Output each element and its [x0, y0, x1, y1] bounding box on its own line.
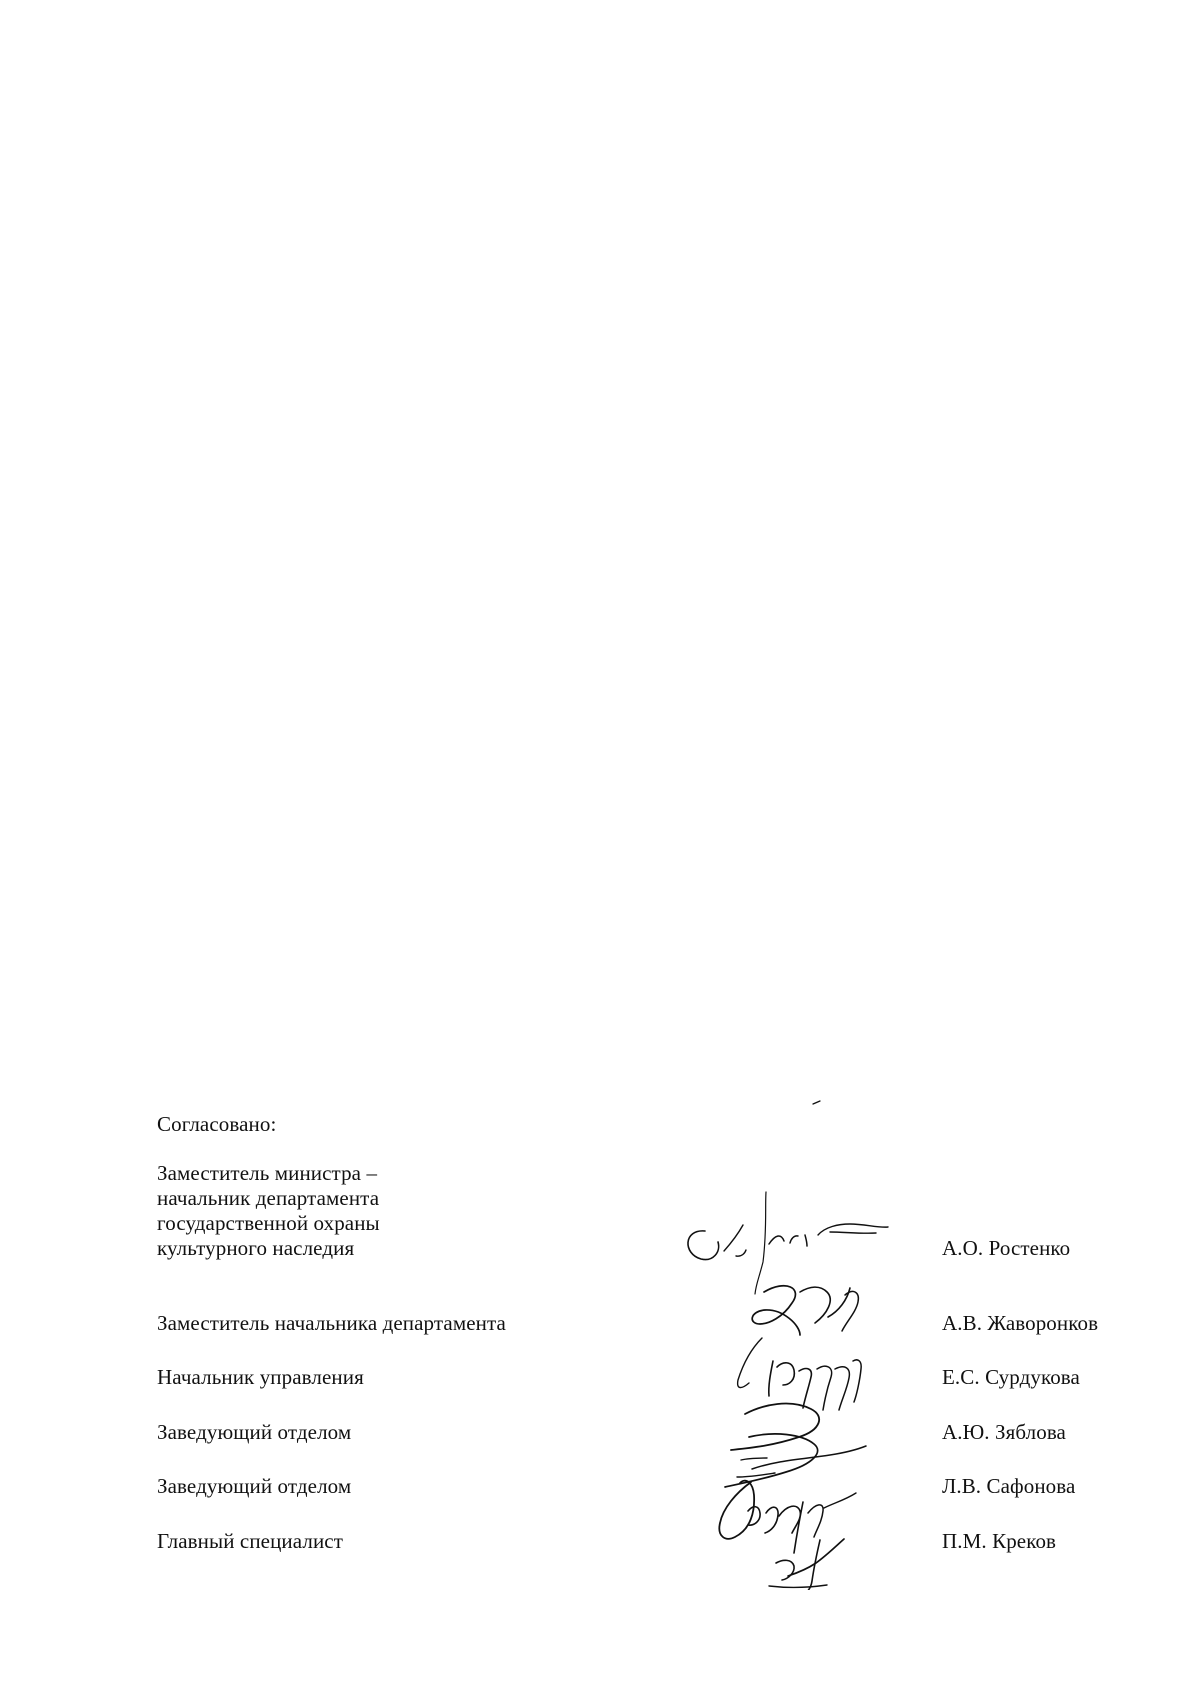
signatory-name-4: А.Ю. Зяблова [942, 1420, 1066, 1444]
signatory-name-2: А.В. Жаворонков [942, 1311, 1099, 1335]
signatory-name-1: А.О. Ростенко [942, 1236, 1071, 1260]
signatory-name-3: Е.С. Сурдукова [942, 1365, 1080, 1389]
signature-surdukova [769, 1360, 861, 1410]
signature-zyablova [725, 1404, 866, 1487]
signatory-role-1-line-3: государственной охраны [157, 1211, 380, 1235]
signatory-role-4: Заведующий отделом [157, 1420, 352, 1444]
signatory-name-5: Л.В. Сафонова [942, 1474, 1076, 1498]
signatory-name-6: П.М. Креков [942, 1529, 1057, 1553]
signature-safonova [719, 1481, 856, 1553]
signatory-role-3: Начальник управления [157, 1365, 364, 1389]
signatory-role-1-line-2: начальник департамента [157, 1186, 380, 1210]
ink-mark [813, 1101, 820, 1104]
signature-rostenko [688, 1192, 888, 1294]
signature-krekov [769, 1539, 844, 1590]
signatory-role-6: Главный специалист [157, 1529, 343, 1553]
signatory-role-2: Заместитель начальника департамента [157, 1311, 506, 1335]
signature-zhavoronkov [738, 1286, 859, 1388]
signatory-role-1 [157, 1161, 380, 1261]
signatory-role-1-line-1: Заместитель министра – [157, 1161, 378, 1185]
approval-heading: Согласовано: [157, 1112, 277, 1136]
signatory-role-5: Заведующий отделом [157, 1474, 352, 1498]
handwritten-signatures [675, 1085, 925, 1590]
signatory-role-1-line-4: культурного наследия [157, 1236, 355, 1260]
